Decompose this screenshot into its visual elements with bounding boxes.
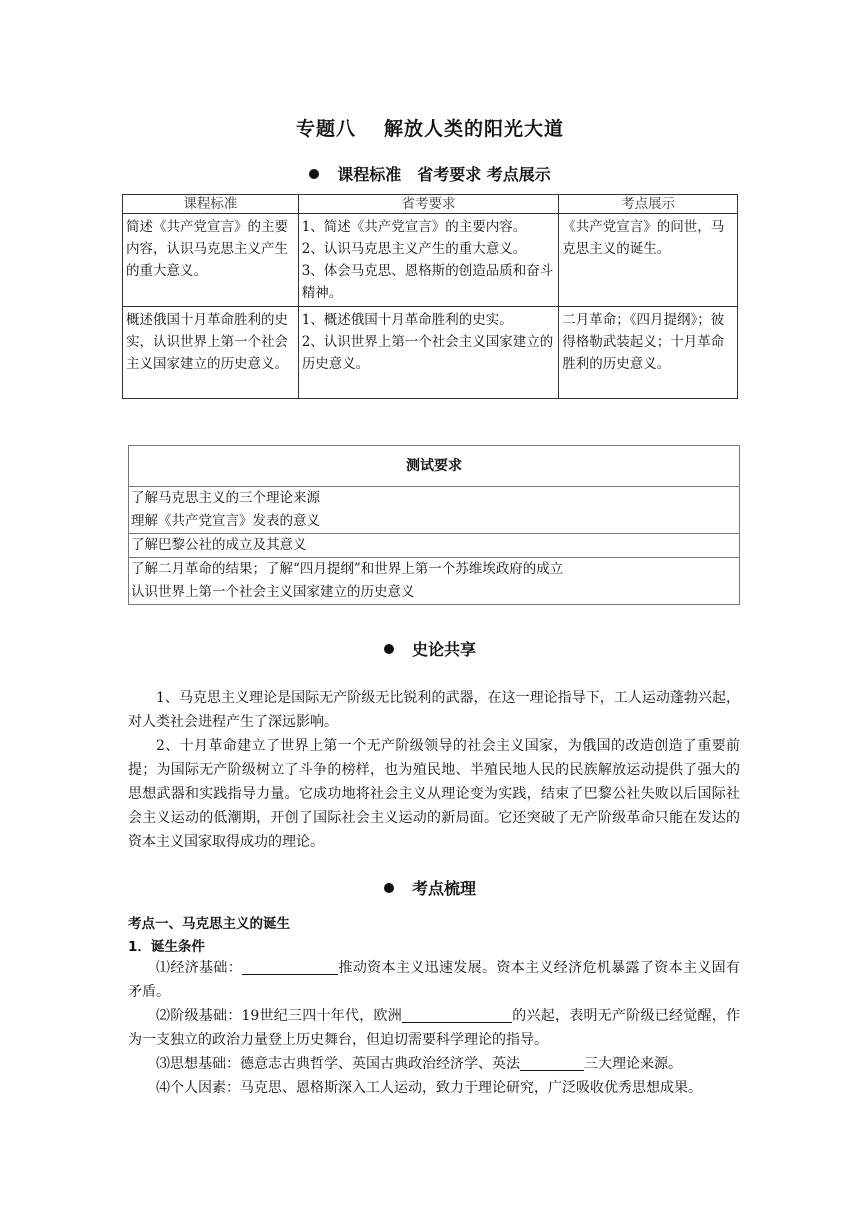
table-cell: [298, 307, 559, 399]
requirement-line: 1、简述《共产党宣言》的主要内容。: [301, 219, 527, 235]
item-class-basis: ⑵阶级基础：19世纪三四十年代，欧洲 的兴起，表明无产阶级已经觉醒，作为一支独立的政治力量登上历史舞台，但迫切需要科学理论的指导。: [128, 1008, 740, 1048]
section-heading-standards: 课程标准 省考要求 考点展示: [0, 162, 860, 185]
table-row: [123, 214, 738, 307]
section-heading-history: 史论共享: [0, 637, 860, 660]
paragraph: 1、马克思主义理论是国际无产阶级无比锐利的武器，在这一理论指导下，工人运动蓬勃兴起，对人类社会进程产生了深远影响。: [128, 690, 740, 730]
item-personal-factor: ⑷个人因素：马克思、恩格斯深入工人运动，致力于理论研究，广泛吸收优秀思想成果。: [156, 1080, 702, 1096]
table-row: [129, 487, 740, 534]
test-requirements-table: [128, 445, 740, 605]
table-cell: 《共产党宣言》的问世，马克思主义的诞生。: [559, 214, 738, 307]
sub-title: 1．诞生条件: [128, 939, 205, 955]
bullet-icon: [309, 169, 319, 179]
table-row: [123, 307, 738, 399]
fill-blank[interactable]: [402, 1006, 512, 1023]
requirement-line: 2、认识马克思主义产生的重大意义。: [301, 241, 527, 257]
title-part2: 解放人类的阳光大道: [384, 118, 565, 140]
test-table-header: 测试要求: [129, 446, 740, 487]
title-part1: 专题八: [295, 118, 356, 140]
item-thought-basis: ⑶思想基础：德意志古典哲学、英国古典政治经济学、英法 三大理论来源。: [156, 1056, 682, 1072]
table-cell: 概述俄国十月革命胜利的史实，认识世界上第一个社会主义国家建立的历史意义。: [123, 307, 299, 399]
requirement-line: 2、认识世界上第一个社会主义国家建立的历史意义。: [301, 334, 554, 372]
table-cell: [298, 214, 559, 307]
table-header-cell: 考点展示: [559, 195, 738, 214]
bullet-icon: [384, 644, 394, 654]
paragraph: 2、十月革命建立了世界上第一个无产阶级领导的社会主义国家，为俄国的改造创造了重要前提；为国际无产阶级树立了斗争的榜样，也为殖民地、半殖民地人民的民族解放运动提供了强大的思想武器和实践指导力量。它成功地将社会主义从理论变为实践，结束了巴黎公社失败以后国际社会主义运动的低潮期，开创了国际社会主义运动的新局面。它还突破了无产阶级革命只能在发达的资本主义国家取得成功的理论。: [128, 738, 740, 850]
table-cell: 了解马克思主义的三个理论来源 理解《共产党宣言》发表的意义: [129, 487, 740, 534]
page-title: [0, 114, 860, 141]
fill-blank[interactable]: [520, 1054, 584, 1071]
bullet-icon: [384, 883, 394, 893]
requirement-line: 3、体会马克思、恩格斯的创造品质和奋斗精神。: [301, 263, 554, 301]
table-header-cell: 省考要求: [298, 195, 559, 214]
section-heading-points: 考点梳理: [0, 876, 860, 899]
table-row: [129, 534, 740, 558]
table-header-cell: 课程标准: [123, 195, 299, 214]
standards-table: [122, 194, 738, 399]
item-economic-basis: ⑴经济基础： 推动资本主义迅速发展。资本主义经济危机暴露了资本主义固有矛盾。: [128, 960, 741, 1000]
table-cell: 了解二月革命的结果；了解“四月提纲”和世界上第一个苏维埃政府的成立 认识世界上第一个社会主义国家建立的历史意义: [129, 558, 740, 605]
point-title: 考点一、马克思主义的诞生: [128, 916, 290, 932]
table-cell: 简述《共产党宣言》的主要内容，认识马克思主义产生的重大意义。: [123, 214, 299, 307]
table-cell: 了解巴黎公社的成立及其意义: [129, 534, 740, 558]
fill-blank[interactable]: [242, 958, 338, 975]
table-cell: 二月革命；《四月提纲》；彼得格勒武装起义；十月革命胜利的历史意义。: [559, 307, 738, 399]
requirement-line: 1、概述俄国十月革命胜利的史实。: [301, 312, 513, 328]
table-row: [129, 558, 740, 605]
table-header-row: [123, 195, 738, 214]
